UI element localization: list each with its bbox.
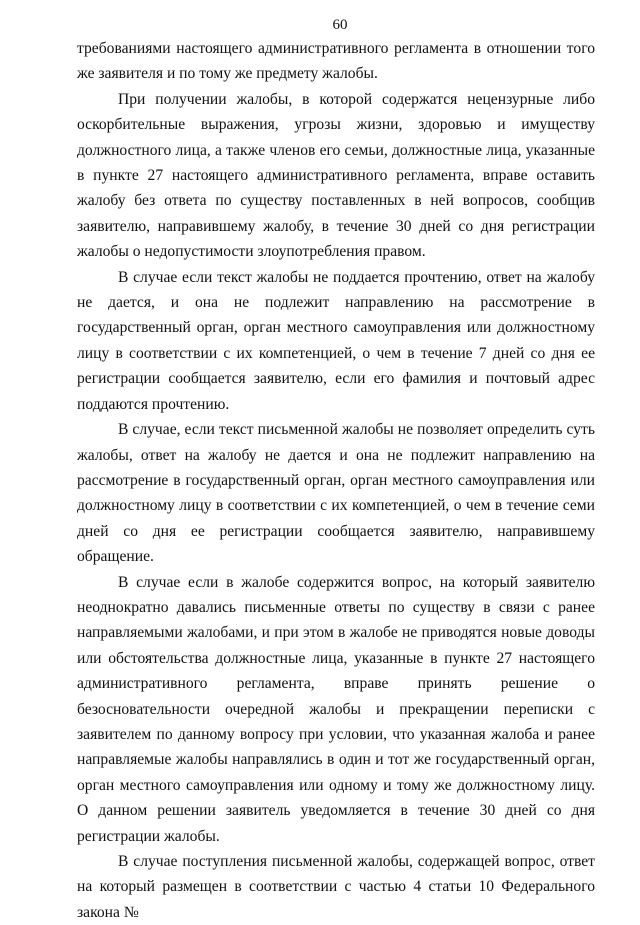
paragraph-undefined-essence: В случае, если текст письменной жалобы не позволяет определить суть жалобы, ответ на жалобу не дается и она не подлежит направлению на рассмотрение в государственный орган, орган местного самоуправления или должностному лицу в соответствии с их компетенцией, о чем в течение семи дней со дня ее регистрации сообщается заявителю, направившему обращение. xyxy=(77,421,595,566)
paragraph-published-answer: В случае поступления письменной жалобы, содержащей вопрос, ответ на который размещен в соответствии с частью 4 статьи 10 Федерального закона № xyxy=(77,853,595,921)
paragraph-continuation: требованиями настоящего административного регламента в отношении того же заявителя и по тому же предмету жалобы. xyxy=(77,40,595,83)
page-number: 60 xyxy=(332,17,348,33)
paragraph-repeated-question: В случае если в жалобе содержится вопрос, на который заявителю неоднократно давались письменные ответы по существу в связи с ранее направляемыми жалобами, и при этом в жалобе не приводятся новые доводы или обстоятельства должностные лица, указанные в пункте 27 настоящего административного регламента, вправе принять решение о безосновательности очередной жалобы и прекращении переписки с заявителем по данному вопросу при условии, что указанная жалоба и ранее направляемые жалобы направлялись в один и тот же государственный орган, орган местного самоуправления или одному и тому же должностному лицу. О данном решении заявитель уведомляется в течение 30 дней со дня регистрации жалобы. xyxy=(77,573,595,845)
document-page xyxy=(77,14,595,925)
paragraph-unreadable-complaint: В случае если текст жалобы не поддается прочтению, ответ на жалобу не дается, и она не подлежит направлению на рассмотрение в государственный орган, орган местного самоуправления или должностному лицу в соответствии с их компетенцией, о чем в течение 7 дней со дня ее регистрации сообщается заявителю, если его фамилия и почтовый адрес поддаются прочтению. xyxy=(77,268,595,413)
paragraph-obscene-complaint: При получении жалобы, в которой содержатся нецензурные либо оскорбительные выражения, угрозы жизни, здоровью и имуществу должностного лица, а также членов его семьи, должностные лица, указанные в пункте 27 настоящего административного регламента, вправе оставить жалобу без ответа по существу поставленных в ней вопросов, сообщив заявителю, направившему жалобу, в течение 30 дней со дня регистрации жалобы о недопустимости злоупотребления правом. xyxy=(77,90,595,261)
